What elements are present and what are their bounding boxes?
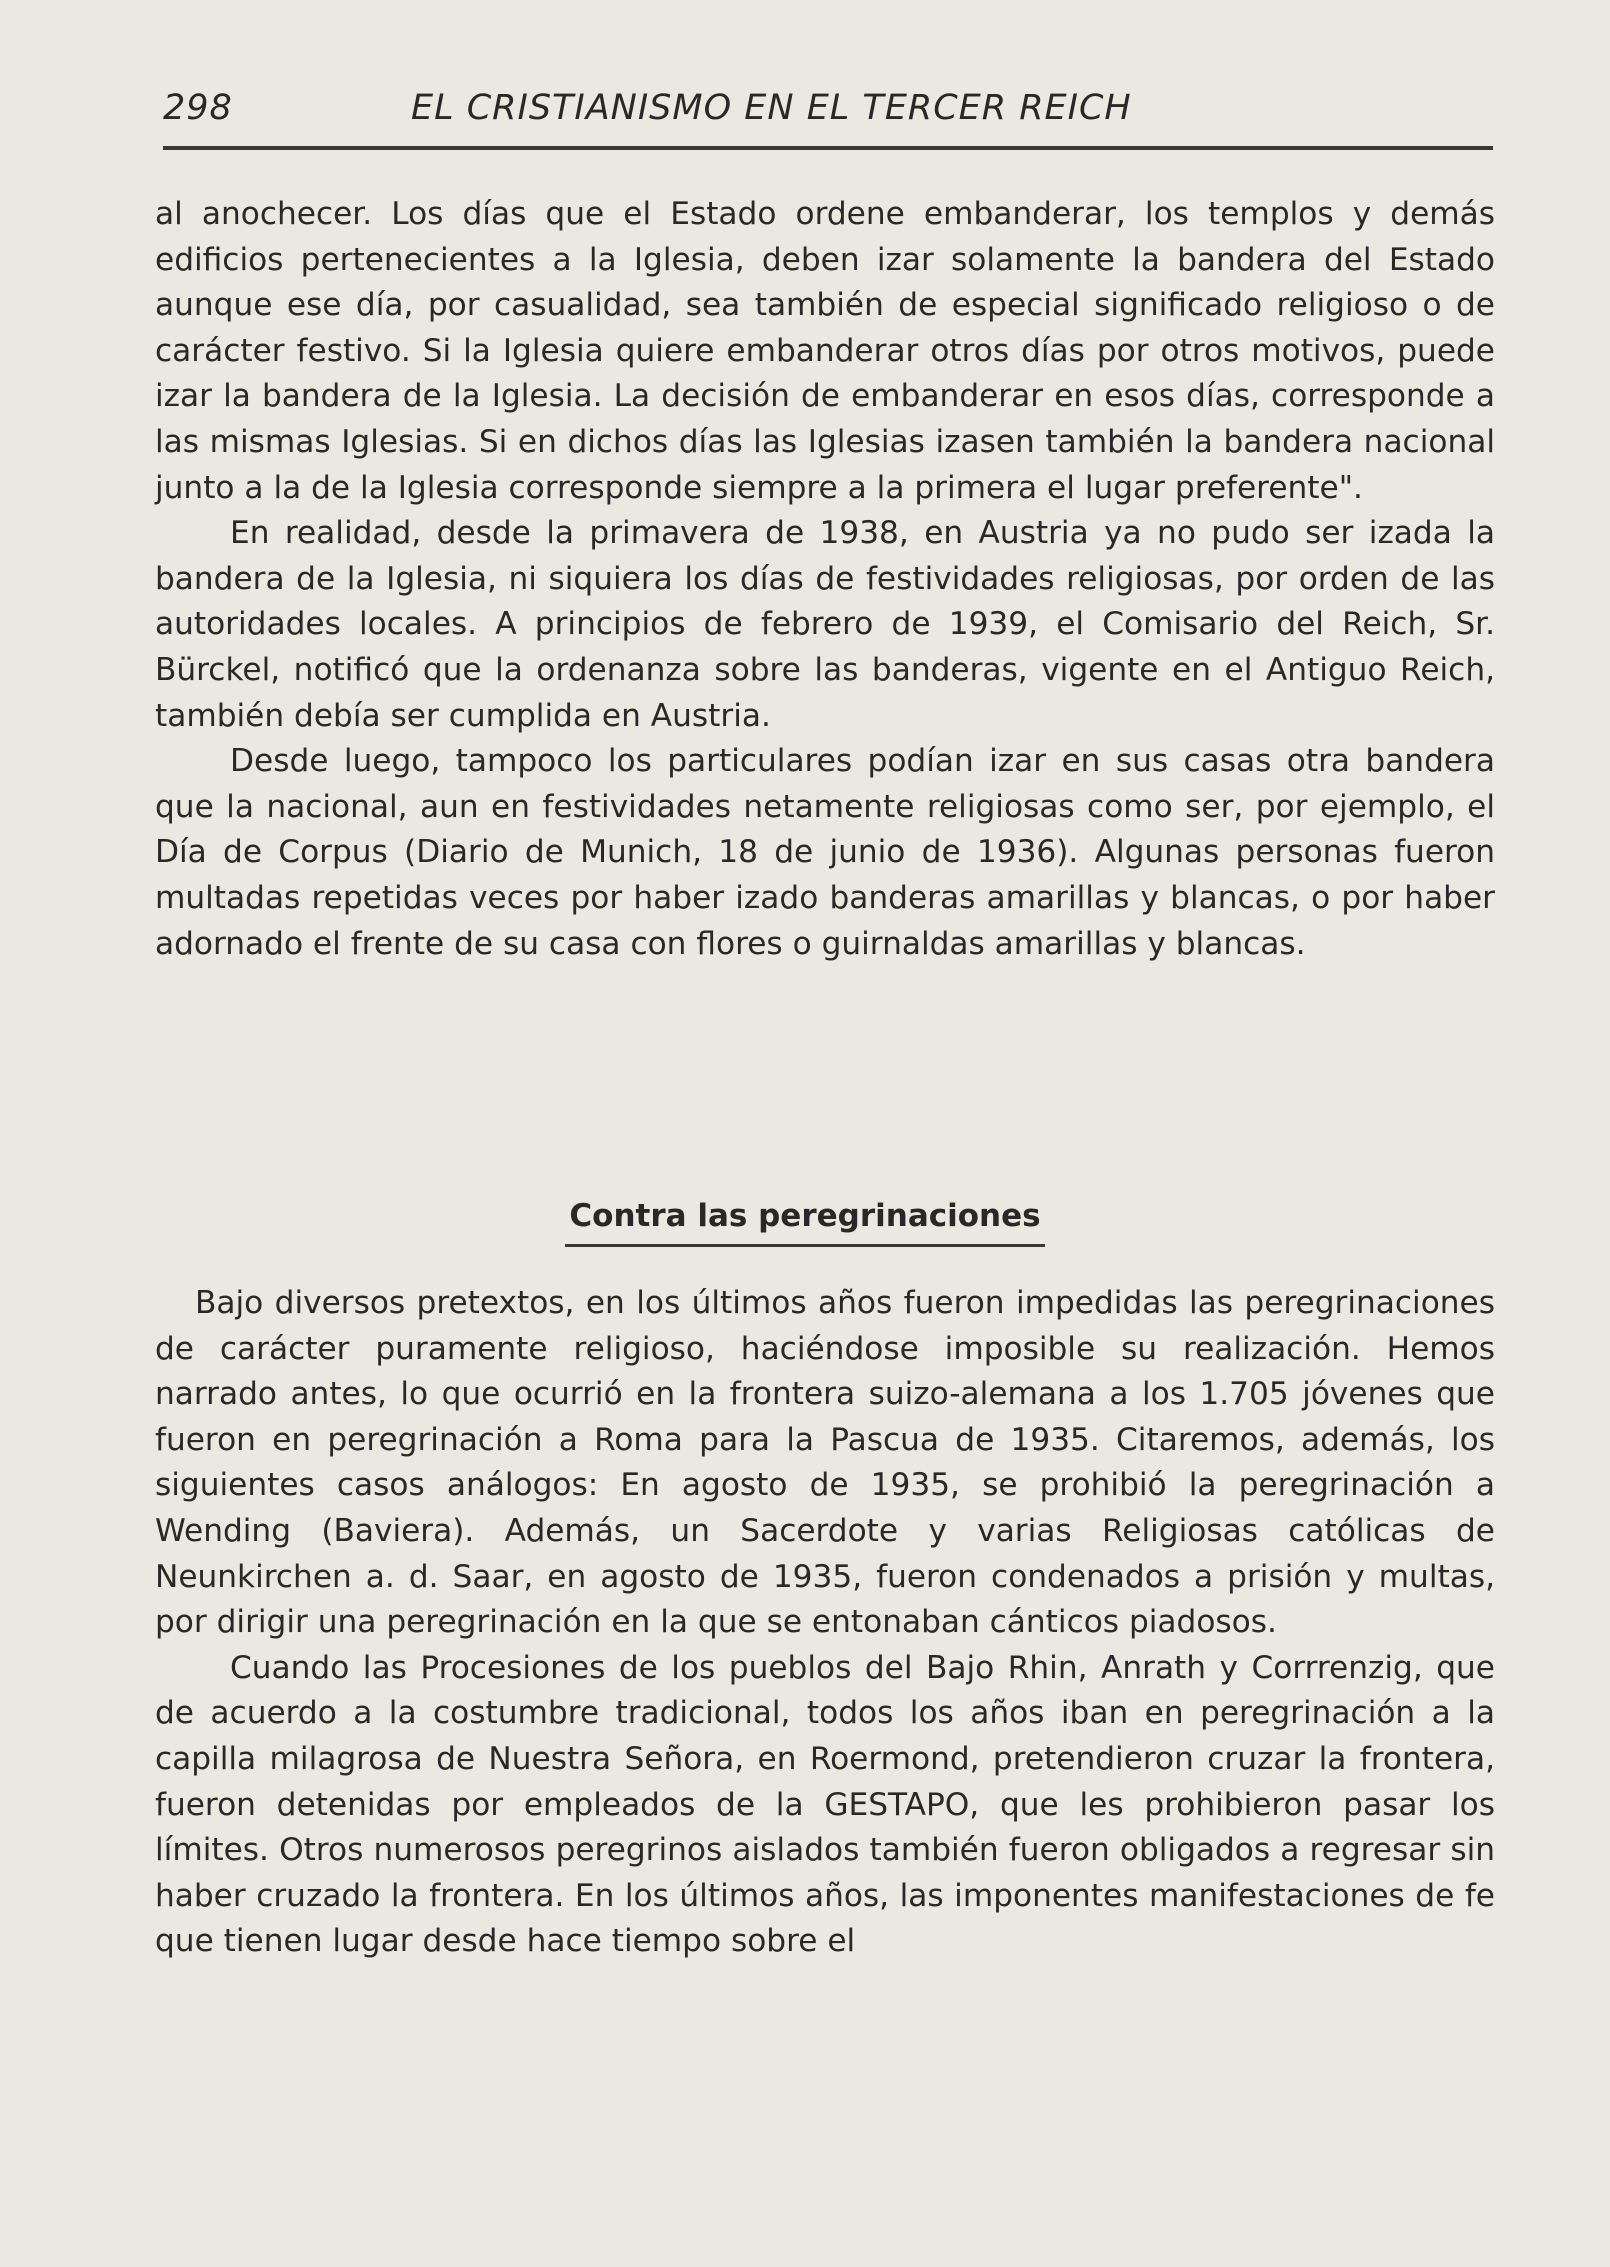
paragraph: al anochecer. Los días que el Estado ordene embanderar, los templos y demás edificios pertenecientes a la Iglesia, deben izar solamente la bandera del Estado aunque ese día, por casualidad, sea también de especial significado religioso o de carácter festivo. Si la Iglesia quiere embanderar otros días por otros motivos, puede izar la bandera de la Iglesia. La decisión de embanderar en esos días, corresponde a las mismas Iglesias. Si en dichos días las Iglesias izasen también la bandera nacional junto a la de la Iglesia corresponde siempre a la primera el lugar preferente". (155, 196, 1495, 506)
header-rule (163, 146, 1493, 150)
page-number: 298 (163, 88, 233, 128)
section-body-text (155, 1281, 1495, 1965)
body-text (155, 192, 1495, 967)
section-heading (0, 1196, 1610, 1247)
section-heading-text: Contra las peregrinaciones (565, 1196, 1044, 1247)
paragraph: Desde luego, tampoco los particulares podían izar en sus casas otra bandera que la nacional, aun en festividades netamente religiosas como ser, por ejemplo, el Día de Corpus (Diario de Munich, 18 de junio de 1936). Algunas personas fueron multadas repetidas veces por haber izado banderas amarillas y blancas, o por haber adornado el frente de su casa con flores o guirnaldas amarillas y blancas. (155, 743, 1495, 962)
paragraph: Bajo diversos pretextos, en los últimos años fueron impedidas las peregrinaciones de carácter puramente religioso, haciéndose imposible su realización. Hemos narrado antes, lo que ocurrió en la frontera suizo-alemana a los 1.705 jóvenes que fueron en peregrinación a Roma para la Pascua de 1935. Citaremos, además, los siguientes casos análogos: En agosto de 1935, se prohibió la peregrinación a Wending (Baviera). Además, un Sacerdote y varias Religiosas católicas de Neunkirchen a. d. Saar, en agosto de 1935, fueron condenados a prisión y multas, por dirigir una peregrinación en la que se entonaban cánticos piadosos. (155, 1285, 1495, 1641)
running-head (163, 88, 1493, 148)
paragraph: Cuando las Procesiones de los pueblos del Bajo Rhin, Anrath y Corrrenzig, que de acuerdo a la costumbre tradicional, todos los años iban en peregrinación a la capilla milagrosa de Nuestra Señora, en Roermond, pretendieron cruzar la frontera, fueron detenidas por empleados de la GESTAPO, que les prohibieron pasar los límites. Otros numerosos peregrinos aislados también fueron obligados a regresar sin haber cruzado la frontera. En los últimos años, las imponentes manifestaciones de fe que tienen lugar desde hace tiempo sobre el (155, 1649, 1495, 1960)
running-title: EL CRISTIANISMO EN EL TERCER REICH (411, 88, 1132, 128)
paragraph: En realidad, desde la primavera de 1938, en Austria ya no pudo ser izada la bandera de la Iglesia, ni siquiera los días de festividades religiosas, por orden de las autoridades locales. A principios de febrero de 1939, el Comisario del Reich, Sr. Bürckel, notificó que la ordenanza sobre las banderas, vigente en el Antiguo Reich, también debía ser cumplida en Austria. (155, 515, 1495, 734)
